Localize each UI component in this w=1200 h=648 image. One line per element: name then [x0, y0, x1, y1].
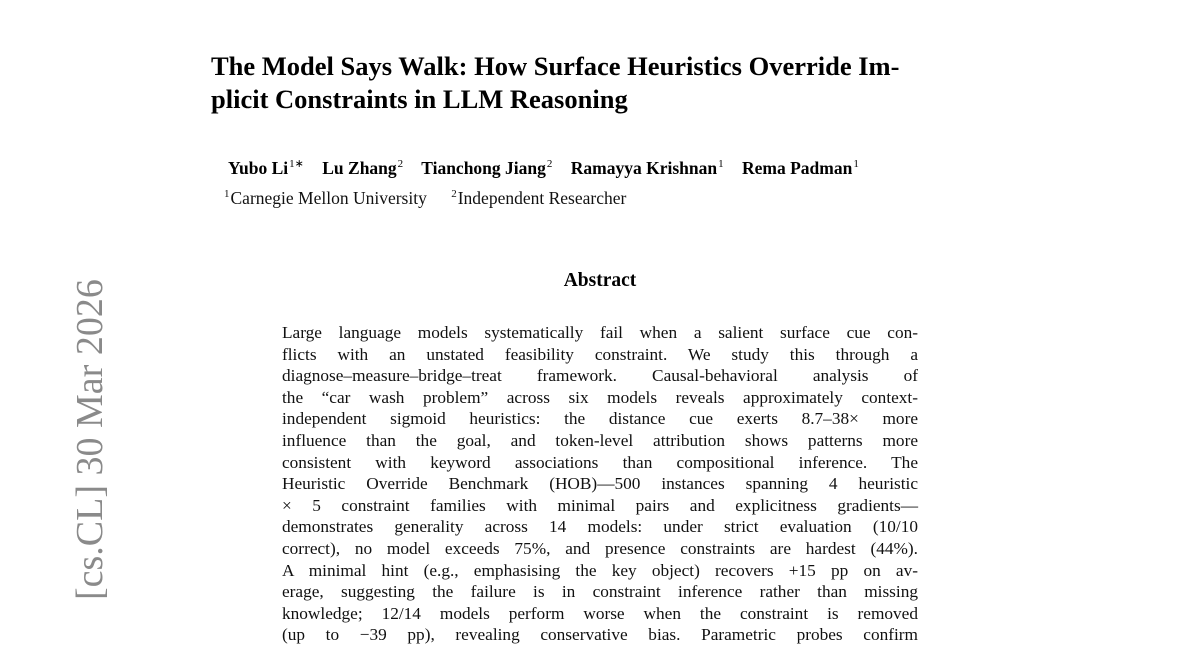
abstract-line: Large language models systematically fail when a salient surface cue con- — [282, 323, 918, 342]
paper-title — [211, 50, 1011, 116]
author — [742, 158, 859, 178]
abstract-line: flicts with an unstated feasibility constraint. We study this through a — [282, 344, 918, 364]
abstract-line: consistent with keyword associations than compositional inference. The — [282, 452, 918, 472]
author — [421, 158, 552, 178]
abstract-line: knowledge; 12/14 models perform worse when the constraint is removed — [282, 603, 918, 623]
author-name: Tianchong Jiang — [421, 158, 546, 178]
affiliation-name: Carnegie Mellon University — [230, 188, 427, 208]
abstract-line: (up to −39 pp), revealing conservative bias. Parametric probes confirm — [282, 625, 918, 645]
author — [571, 158, 724, 178]
abstract-line: Heuristic Override Benchmark (HOB)—500 instances spanning 4 heuristic — [282, 474, 918, 494]
abstract-line: the “car wash problem” across six models reveals approximately context- — [282, 387, 918, 407]
abstract-line: influence than the goal, and token-level attribution shows patterns more — [282, 430, 918, 450]
author — [322, 158, 403, 178]
abstract-body — [282, 322, 918, 648]
abstract-heading: Abstract — [563, 270, 637, 291]
abstract-line: independent sigmoid heuristics: the distance cue exerts 8.7–38× more — [282, 409, 918, 429]
affiliation-name: Independent Researcher — [457, 188, 627, 208]
author-affiliation-mark: 2 — [546, 158, 553, 170]
affiliation-mark: 1 — [224, 188, 230, 200]
affiliation — [224, 188, 427, 208]
affiliation — [451, 188, 626, 208]
author-name: Ramayya Krishnan — [570, 158, 718, 178]
abstract-line: demonstrates generality across 14 models: under strict evaluation (10/10 — [282, 517, 918, 537]
author-name: Yubo Li — [228, 158, 289, 178]
title-line: plicit Constraints in LLM Reasoning — [211, 84, 628, 114]
author-name: Rema Padman — [741, 158, 853, 178]
author-affiliation-mark: 1 — [853, 158, 859, 170]
abstract-line: correct), no model exceeds 75%, and presence constraints are hardest (44%). — [282, 538, 918, 558]
author-affiliation-mark: 2 — [397, 158, 404, 170]
arxiv-identifier-stamp: [cs.CL] 30 Mar 2026 — [69, 279, 111, 600]
author — [228, 158, 304, 178]
author-name: Lu Zhang — [322, 158, 397, 178]
abstract-line: erage, suggesting the failure is in constraint inference rather than missing — [282, 582, 918, 602]
author-affiliation-mark: 1∗ — [289, 158, 304, 170]
title-line: The Model Says Walk: How Surface Heuristics Override Im- — [211, 51, 900, 81]
affiliation-mark: 2 — [451, 188, 457, 200]
author-affiliation-mark: 1 — [718, 158, 724, 170]
abstract-line: × 5 constraint families with minimal pairs and explicitness gradients— — [282, 495, 918, 515]
affiliation-list — [224, 186, 626, 210]
abstract-line: diagnose–measure–bridge–treat framework. Causal-behavioral analysis of — [282, 366, 918, 386]
author-list — [228, 156, 859, 180]
abstract-line: A minimal hint (e.g., emphasising the key object) recovers +15 pp on av- — [282, 560, 918, 580]
